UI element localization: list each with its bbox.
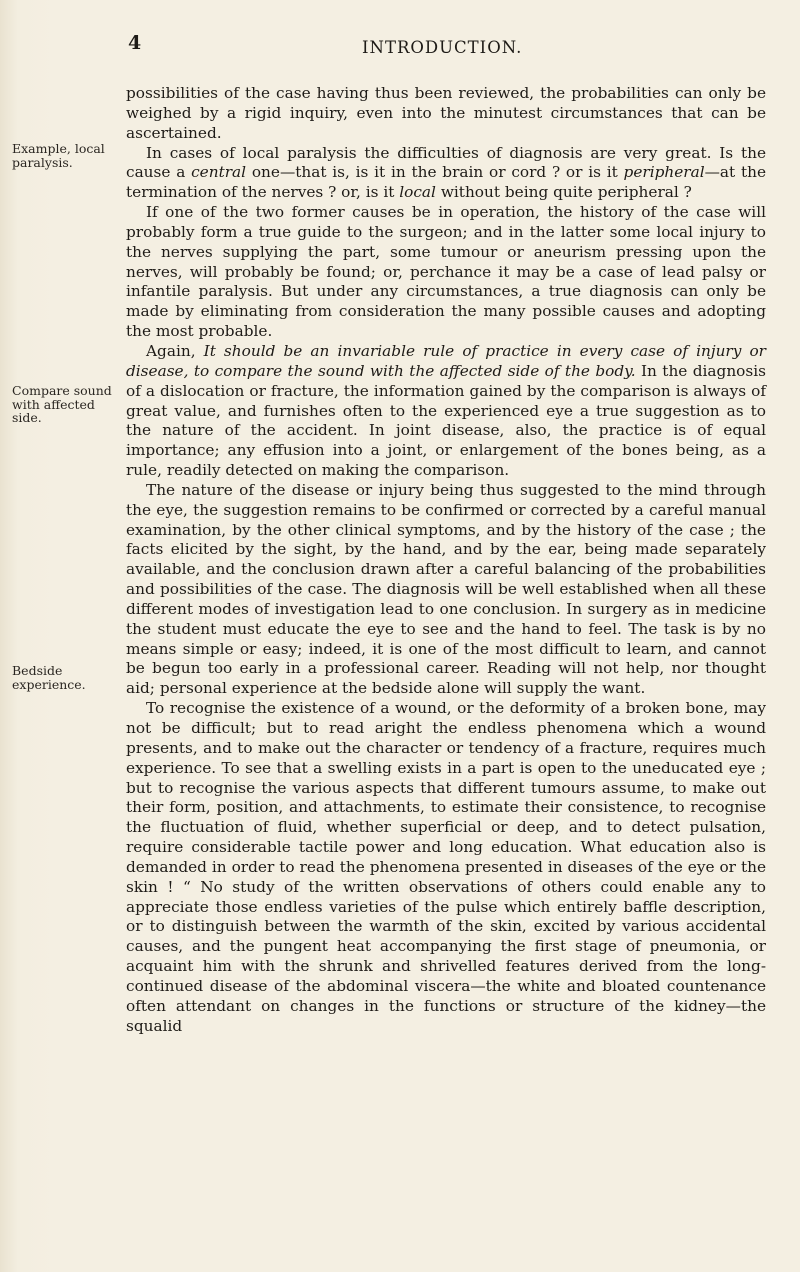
page-number: 4 (128, 32, 142, 54)
paragraph (126, 481, 766, 699)
italic-text: It should be an invariable rule of practice in every case of injury or disease, to compare the sound with the affected side of the body. (126, 341, 766, 380)
body-text (126, 84, 766, 1037)
italic-text: central (191, 163, 247, 182)
paragraph (126, 342, 766, 481)
paragraph (126, 84, 766, 144)
text-run: In cases of local paralysis the difficulties of diagnosis are very great. Is the cause a (126, 143, 766, 182)
paragraph (126, 144, 766, 204)
text-run: without being quite peripheral ? (435, 183, 692, 202)
text-run: The nature of the disease or injury being thus suggested to the mind through the eye, the suggestion remains to be confirmed or corrected by a careful manual examination, by the other clinical symptoms, and by the history of the case ; the facts elicited by the sight, by the hand, and by the ear, being made separately available, and the conclusion drawn after a careful balancing of the probabilities and possibilities of the case. The diagnosis will be well established when all these different modes of investigation lead to one conclusion. In surgery as in medicine the student must educate the eye to see and the hand to feel. The task is by no means simple or easy; indeed, it is one of the most difficult to learn, and cannot be begun too early in a professional career. Reading will not help, nor thought aid; personal experience at the bedside alone will supply the want. (126, 480, 766, 698)
text-run: In the diagnosis of a dislocation or fracture, the information gained by the comparison is always of great value, and furnishes often to the experienced eye a true suggestion as to the nature of the accident. In joint disease, also, the practice is of equal importance; any effusion into a joint, or enlargement of the bones being, as a rule, readily detected on making the comparison. (126, 361, 766, 480)
text-run: If one of the two former causes be in operation, the history of the case will probably form a true guide to the surgeon; and in the latter some local injury to the nerves supplying the part, some tumour or aneurism pressing upon the nerves, will probably be found; or, perchance it may be a case of lead palsy or infantile paralysis. But under any circumstances, a true diagnosis can only be made by eliminating from consideration the many possible causes and adopting the most probable. (126, 203, 766, 341)
text-run: —at the termination of the nerves ? or, is it (126, 163, 767, 202)
running-head: INTRODUCTION. (362, 38, 523, 57)
paragraph (126, 699, 766, 1036)
margin-note-compare-sides: Compare sound with affected side. (12, 383, 112, 425)
margin-note-local-paralysis: Example, local paralysis. (12, 141, 105, 170)
text-run: Again, (146, 341, 204, 360)
text-run: possibilities of the case having thus been reviewed, the probabilities can only be weighed by a rigid inquiry, even into the minutest circumstances that can be ascertained. (126, 84, 766, 142)
text-run: To recognise the existence of a wound, or the deformity of a broken bone, may not be difficult; but to read aright the endless phenomena which a wound presents, and to make out the character or tendency of a fracture, requires much experience. To see that a swelling exists in a part is open to the uneducated eye ; but to recognise the various aspects that different tumours assume, to make out their form, position, and attachments, to estimate their consistence, to recognise the fluctuation of fluid, whether superficial or deep, and to detect pulsation, require considerable tactile power and long education. What education also is demanded in order to read the phenomena presented in diseases of the eye or the skin ! “ No study of the written observations of others could enable any to appreciate those endless varieties of the pulse which entirely baffle description, or to distinguish between the warmth of the skin, excited by various accidental causes, and the pungent heat accompanying the first stage of pneumonia, or acquaint him with the shrunk and shrivelled features derived from the long-continued disease of the abdominal viscera—the white and bloated countenance often attendant on changes in the functions or structure of the kidney—the squalid (126, 699, 766, 1035)
paragraph (126, 203, 766, 342)
italic-text: peripheral (623, 163, 705, 182)
italic-text: local (399, 183, 436, 202)
margin-note-bedside-experience: Bedside experience. (12, 663, 86, 692)
text-run: one—that is, is it in the brain or cord ? or is it (246, 163, 624, 182)
